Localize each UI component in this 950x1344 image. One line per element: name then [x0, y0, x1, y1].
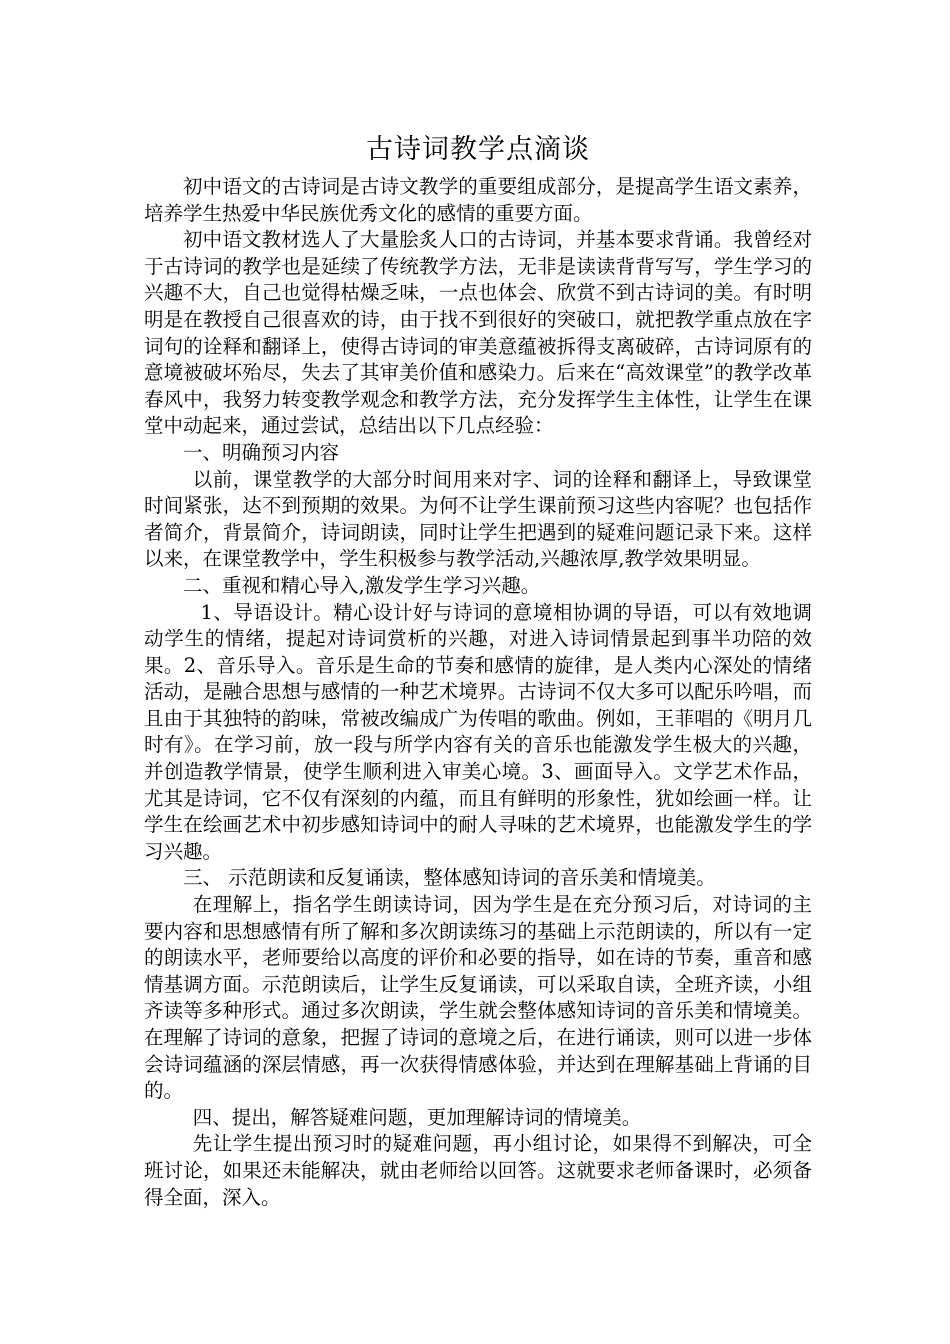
section-body-1: 以前，课堂教学的大部分时间用来对字、词的诠释和翻译上，导致课堂时间紧张，达不到预期的效果。为何不让学生课前预习这些内容呢？也包括作者简介，背景简介，诗词朗读，同时让学生把遇到的疑难问题记录下来。这样以来，在课堂教学中，学生积极参与教学活动,兴趣浓厚,教学效果明显。: [144, 467, 812, 571]
section-heading-3: 三、 示范朗读和反复诵读，整体感知诗词的音乐美和情境美。: [183, 866, 716, 890]
section-heading-4: 四、提出，解答疑难问题，更加理解诗词的情境美。: [192, 1105, 642, 1129]
section-heading-2: 二、重视和精心导入,激发学生学习兴趣。: [183, 573, 541, 597]
section-heading-1: 一、明确预习内容: [183, 440, 340, 464]
document-page: [144, 128, 812, 1211]
document-title: 古诗词教学点滴谈: [366, 134, 590, 165]
section-body-4: 先让学生提出预习时的疑难问题，再小组讨论，如果得不到解决，可全班讨论，如果还未能解决，就由老师给以回答。这就要求老师备课时，必须备得全面，深入。: [144, 1132, 812, 1209]
section-body-3: 在理解上，指名学生朗读诗词，因为学生是在充分预习后，对诗词的主要内容和思想感情有所了解和多次朗读练习的基础上示范朗读的，所以有一定的朗读水平，老师要给以高度的评价和必要的指导，如在诗的节奏，重音和感情基调方面。示范朗读后，让学生反复诵读，可以采取自读，全班齐读，小组齐读等多种形式。通过多次朗读，学生就会整体感知诗词的音乐美和情境美。在理解了诗词的意象，把握了诗词的意境之后，在进行诵读，则可以进一步体会诗词蕴涵的深层情感，再一次获得情感体验，并达到在理解基础上背诵的目的。: [144, 893, 812, 1103]
section-body-2: 1、导语设计。精心设计好与诗词的意境相协调的导语，可以有效地调动学生的情绪，提起对诗词赏析的兴趣，对进入诗词情景起到事半功陪的效果。2、音乐导入。音乐是生命的节奏和感情的旋律，是人类内心深处的情绪活动，是融合思想与感情的一种艺术境界。古诗词不仅大多可以配乐吟唱，而且由于其独特的韵味，常被改编成广为传唱的歌曲。例如，王菲唱的《明月几时有》。在学习前，放一段与所学内容有关的音乐也能激发学生极大的兴趣，并创造教学情景，使学生顺利进入审美心境。3、画面导入。文学艺术作品，尤其是诗词，它不仅有深刻的内蕴，而且有鲜明的形象性，犹如绘画一样。让学生在绘画艺术中初步感知诗词中的耐人寻味的艺术境界，也能激发学生的学习兴趣。: [144, 600, 812, 863]
intro-paragraph-2: 初中语文教材选人了大量脍炙人口的古诗词，并基本要求背诵。我曾经对于古诗词的教学也是延续了传统教学方法，无非是读读背背写写，学生学习的兴趣不大，自己也觉得枯燥乏味，一点也体会、欣赏不到古诗词的美。有时明明是在教授自己很喜欢的诗，由于找不到很好的突破口，就把教学重点放在字词句的诠释和翻译上，使得古诗词的审美意蕴被拆得支离破碎，古诗词原有的意境被破坏殆尽，失去了其审美价值和感染力。后来在“高效课堂”的教学改革春风中，我努力转变教学观念和教学方法，充分发挥学生主体性，让学生在课堂中动起来，通过尝试，总结出以下几点经验：: [144, 228, 812, 438]
intro-paragraph-1: 初中语文的古诗词是古诗文教学的重要组成部分，是提高学生语文素养，培养学生热爱中华民族优秀文化的感情的重要方面。: [144, 175, 812, 225]
